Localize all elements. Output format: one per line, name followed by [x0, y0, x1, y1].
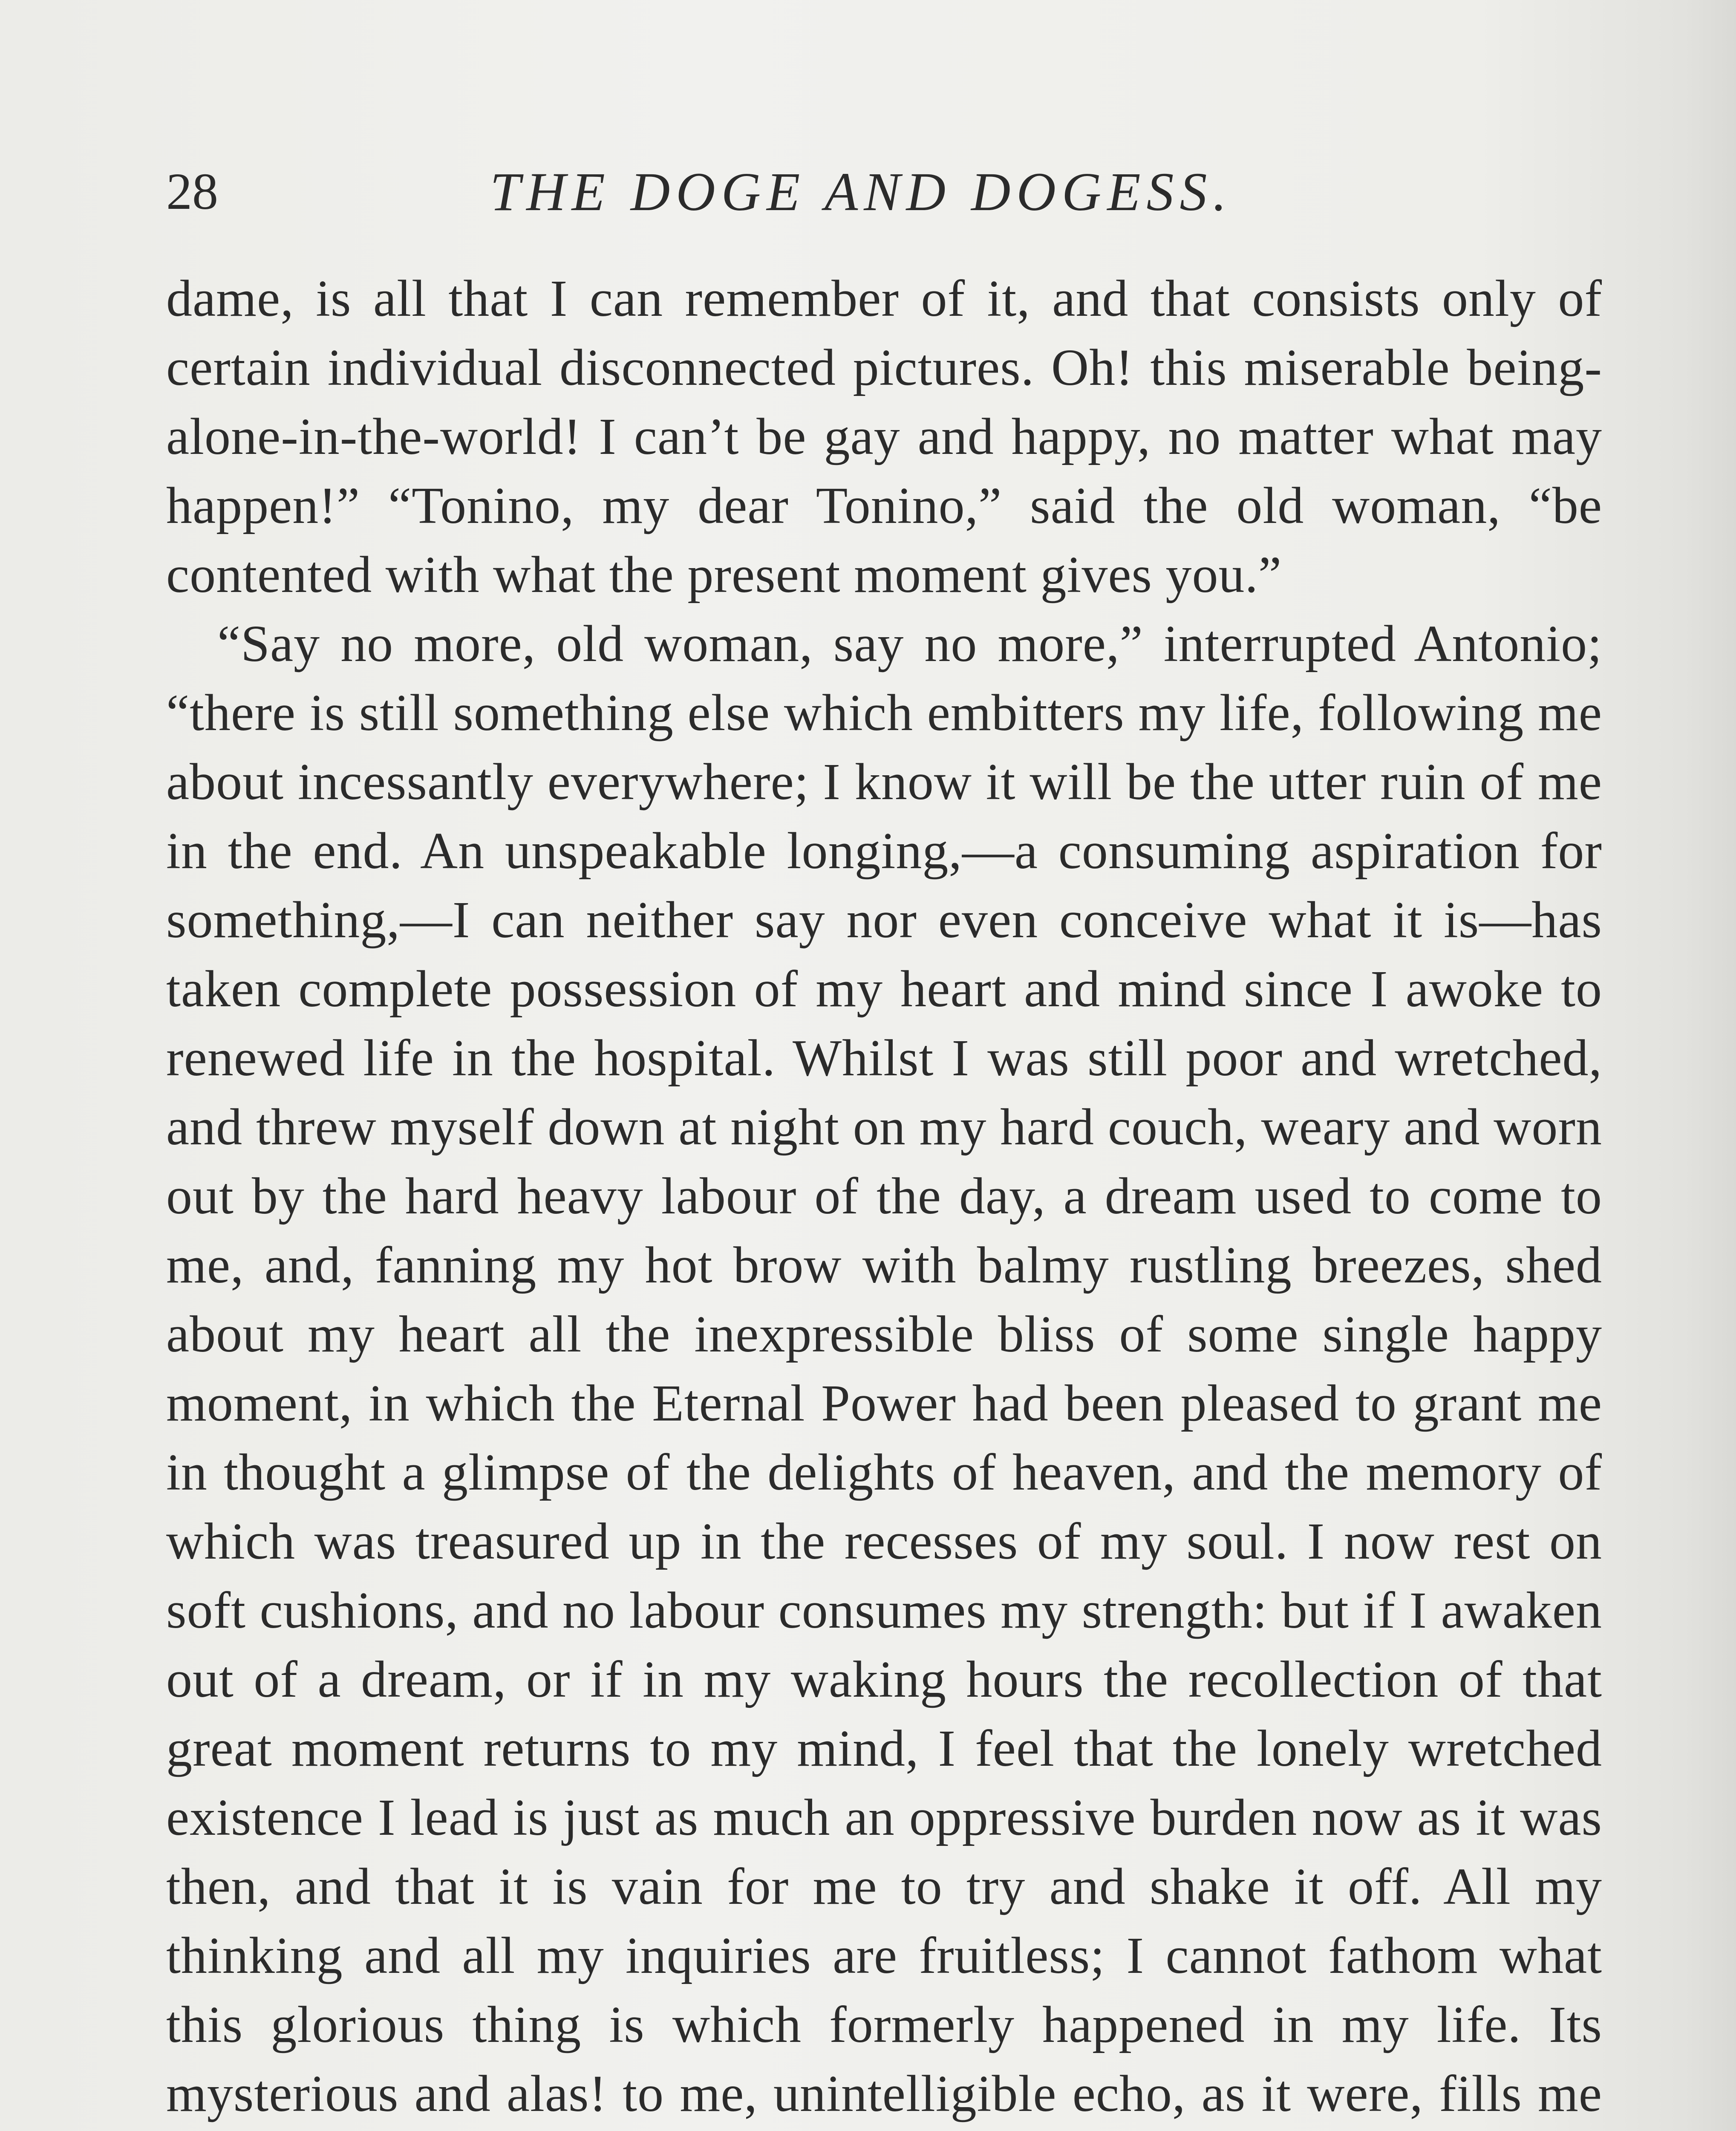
page-header	[166, 153, 1615, 230]
page-number: 28	[166, 163, 218, 220]
body-text	[166, 264, 1602, 2131]
running-title: THE DOGE AND DOGESS.	[490, 162, 1233, 222]
paragraph: “Say no more, old woman, say no more,” interrupted Antonio; “there is still something else which embitters my life, following me about incessantly everywhere; I know it will be the utter ruin of me in the end. An unspeakable longing,—a consuming aspiration for something,—I can neither say nor even conceive what it is—has taken complete possession of my heart and mind since I awoke to renewed life in the hospital. Whilst I was still poor and wretched, and threw myself down at night on my hard couch, weary and worn out by the hard heavy labour of the day, a dream used to come to me, and, fanning my hot brow with balmy rustling breezes, shed about my heart all the inexpressible bliss of some single happy moment, in which the Eternal Power had been pleased to grant me in thought a glimpse of the delights of heaven, and the memory of which was treasured up in the recesses of my soul. I now rest on soft cushions, and no labour consumes my strength: but if I awaken out of a dream, or if in my waking hours the recollection of that great moment returns to my mind, I feel that the lonely wretched existence I lead is just as much an oppressive burden now as it was then, and that it is vain for me to try and shake it off. All my thinking and all my inquiries are fruitless; I cannot fathom what this glorious thing is which formerly happened in my life. Its mysterious and alas! to me, unintelligible echo, as it were, fills me	[166, 615, 1602, 2122]
paragraph: dame, is all that I can remember of it, and that consists only of certain individual disconnected pictures. Oh! this miserable being-alone-in-the-world! I can’t be gay and happy, no matter what may happen!” “Tonino, my dear Tonino,” said the old woman, “be contented with what the present moment gives you.”	[166, 270, 1602, 603]
